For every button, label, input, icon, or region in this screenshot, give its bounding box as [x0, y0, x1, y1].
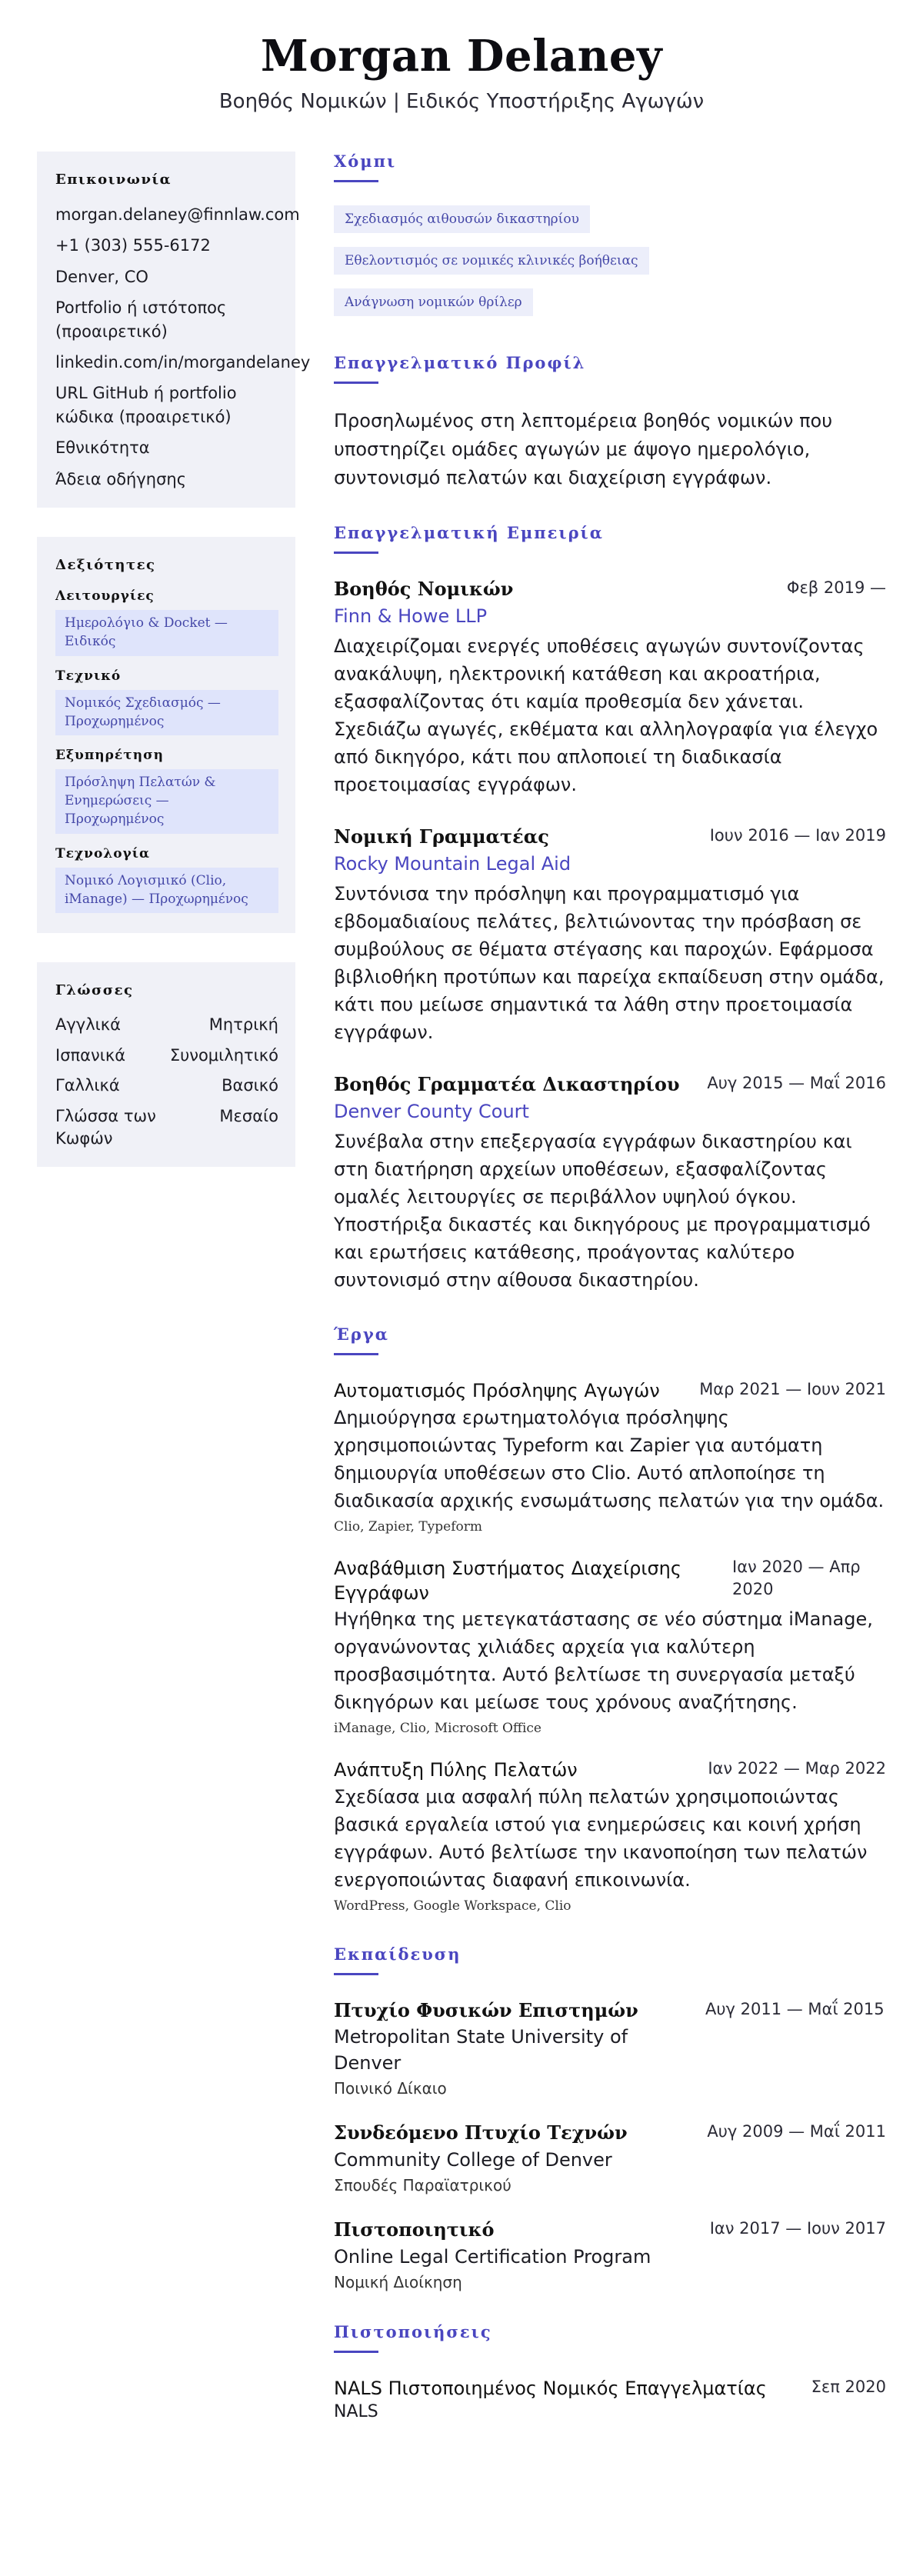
languages-title: Γλώσσες [55, 982, 134, 999]
resume-columns [0, 152, 923, 2424]
job-company: Rocky Mountain Legal Aid [334, 852, 571, 875]
language-name: Γαλλικά [55, 1076, 120, 1095]
job-date: Ιουν 2016 — Ιαν 2019 [709, 826, 886, 845]
project-date: Μαρ 2021 — Ιουν 2021 [699, 1380, 886, 1399]
language-name: Αγγλικά [55, 1015, 121, 1035]
job-title: Βοηθός Νομικών [334, 578, 514, 601]
language-row [55, 1014, 278, 1036]
degree-date: Ιαν 2017 — Ιουν 2017 [709, 2219, 886, 2238]
contact-portfolio: Portfolio ή ιστότοπος (προαιρετικό) [55, 298, 227, 341]
job-title: Βοηθός Γραμματέα Δικαστηρίου [334, 1073, 680, 1096]
experience-entry [334, 825, 886, 1046]
contact-email[interactable]: morgan.delaney@finnlaw.com [55, 205, 300, 224]
degree-date: Αυγ 2011 — Μαΐ 2015 [705, 1999, 885, 2018]
profile-section [334, 353, 886, 493]
candidate-role: Βοηθός Νομικών | Ειδικός Υποστήριξης Αγωγών [218, 89, 705, 113]
section-rule [334, 180, 378, 182]
hobbies-section [334, 152, 886, 330]
language-level: Βασικό [222, 1076, 278, 1095]
project-title: Αυτοματισμός Πρόσληψης Αγωγών [334, 1380, 660, 1402]
contact-location: Denver, CO [55, 267, 148, 286]
study-field: Σπουδές Παραϊατρικού [334, 2176, 511, 2195]
job-company: Denver County Court [334, 1100, 529, 1122]
language-row [55, 1075, 278, 1097]
certification-name: NALS Πιστοποιημένος Νομικός Επαγγελματίας [334, 2378, 767, 2400]
job-description: Συντόνισα την πρόσληψη και προγραμματισμό για εβδομαδιαίους πελάτες, βελτιώνοντας την πρόσβαση σε συμβούλους σε θέματα στέγασης και παροχών. Εφάρμοσα βιβλιοθήκη προτύπων και παρείχα εκπαίδευση στην ομάδα, κάτι που μείωσε σημαντικά τα λάθη στην προετοιμασία εγγράφων. [334, 883, 885, 1044]
language-level: Μητρική [208, 1015, 278, 1035]
study-field: Ποινικό Δίκαιο [334, 2079, 447, 2098]
skill-tag: Νομικό Λογισμικό (Clio, iManage) — Προχωρημένος [55, 868, 278, 914]
school-name: Community College of Denver [334, 2148, 612, 2171]
job-title: Νομική Γραμματέας [334, 825, 549, 848]
contact-phone[interactable]: +1 (303) 555-6172 [55, 236, 211, 255]
section-title: Εκπαίδευση [334, 1944, 462, 1964]
contact-panel [37, 152, 311, 508]
language-name: Γλώσσα των Κωφών [55, 1106, 156, 1148]
certification-entry [334, 2376, 886, 2423]
section-rule [334, 382, 378, 384]
section-rule [334, 2351, 378, 2353]
contact-nationality: Εθνικότητα [55, 438, 150, 458]
section-rule [334, 1973, 378, 1975]
education-entry [334, 2121, 886, 2194]
contact-title: Επικοινωνία [55, 171, 172, 188]
project-tech: WordPress, Google Workspace, Clio [334, 1898, 571, 1914]
project-date: Ιαν 2022 — Μαρ 2022 [708, 1759, 886, 1778]
skills-title: Δεξιότητες [55, 557, 156, 574]
certification-issuer: NALS [334, 2401, 378, 2421]
profile-summary: Προσηλωμένος στη λεπτομέρεια βοηθός νομικών που υποστηρίζει ομάδες αγωγών με άψογο ημερολόγιο, συντονισμό πελατών και διαχείριση εγγράφων. [334, 409, 833, 489]
candidate-name: Morgan Delaney [260, 31, 663, 82]
section-rule [334, 1353, 378, 1355]
project-title: Ανάπτυξη Πύλης Πελατών [334, 1759, 578, 1781]
projects-section [334, 1325, 886, 1914]
section-title: Επαγγελματική Εμπειρία [334, 523, 604, 543]
language-name: Ισπανικά [55, 1045, 126, 1065]
job-description: Συνέβαλα στην επεξεργασία εγγράφων δικαστηρίου και στη διατήρηση αρχείων υποθέσεων, εξασφαλίζοντας ομαλές λειτουργίες σε περιβάλλον υψηλού όγκου. Υποστήριξα δικαστές και δικηγόρους με προγραμματισμό και ερωτήσεις κατάθεσης, προάγοντας καλύτερο συντονισμό στην αίθουσα δικαστηρίου. [334, 1131, 871, 1291]
experience-entry [334, 577, 886, 798]
experience-section [334, 523, 886, 1294]
main-content [334, 152, 886, 2424]
sidebar [37, 152, 311, 2424]
education-section [334, 1944, 886, 2292]
degree-title: Πιστοποιητικό [334, 2218, 495, 2241]
skill-tag: Ημερολόγιο & Docket — Ειδικός [55, 610, 278, 656]
job-company: Finn & Howe LLP [334, 605, 488, 627]
skill-tag: Νομικός Σχεδιασμός — Προχωρημένος [55, 690, 278, 736]
contact-github: URL GitHub ή portfolio κώδικα (προαιρετικό) [55, 384, 237, 426]
languages-panel [37, 962, 295, 1167]
school-name: Online Legal Certification Program [334, 2245, 651, 2268]
project-date: Ιαν 2020 — Απρ 2020 [732, 1557, 861, 1599]
section-title: Πιστοποιήσεις [334, 2322, 492, 2342]
hobby-tag: Σχεδιασμός αιθουσών δικαστηρίου [334, 205, 590, 233]
contact-linkedin[interactable]: linkedin.com/in/morgandelaney [55, 352, 311, 372]
hobby-tag: Ανάγνωση νομικών θρίλερ [334, 288, 533, 316]
contact-driving-license: Άδεια οδήγησης [55, 469, 187, 488]
section-title: Χόμπι [334, 151, 397, 171]
project-tech: Clio, Zapier, Typeform [334, 1518, 482, 1535]
skills-panel [37, 537, 295, 933]
section-rule [334, 552, 378, 554]
language-row [55, 1105, 278, 1151]
education-entry [334, 1998, 886, 2098]
job-date: Αυγ 2015 — Μαΐ 2016 [707, 1074, 886, 1093]
certifications-section [334, 2322, 886, 2423]
language-row [55, 1045, 278, 1067]
skill-group-title: Τεχνολογία [55, 845, 151, 861]
school-name: Metropolitan State University of Denver [334, 2026, 628, 2074]
project-title: Αναβάθμιση Συστήματος Διαχείρισης Εγγράφων [334, 1557, 681, 1605]
project-description: Σχεδίασα μια ασφαλή πύλη πελατών χρησιμοποιώντας βασικά εργαλεία ιστού για ενημερώσεις και κοινή χρήση εγγράφων. Αυτό βελτίωσε την ικανοποίηση των πελατών ενεργοποιώντας διαφανή επικοινωνία. [334, 1785, 868, 1891]
education-entry [334, 2218, 886, 2291]
project-entry [334, 1378, 886, 1534]
section-title: Έργα [334, 1325, 389, 1345]
project-tech: iManage, Clio, Microsoft Office [334, 1721, 541, 1737]
project-entry [334, 1758, 886, 1913]
project-description: Δημιούργησα ερωτηματολόγια πρόσληψης χρησιμοποιώντας Typeform και Zapier για αυτόματη δημιουργία υποθέσεων στο Clio. Αυτό απλοποίησε τη διαδικασία αρχικής ενσωμάτωσης πελατών για την ομάδα. [334, 1406, 885, 1511]
skill-group-title: Τεχνικό [55, 668, 122, 684]
section-title: Επαγγελματικό Προφίλ [334, 352, 586, 372]
degree-title: Συνδεόμενο Πτυχίο Τεχνών [334, 2121, 628, 2144]
skill-tag: Πρόσληψη Πελατών & Ενημερώσεις — Προχωρημένος [55, 769, 278, 833]
job-date: Φεβ 2019 — [786, 578, 886, 598]
job-description: Διαχειρίζομαι ενεργές υποθέσεις αγωγών συντονίζοντας ανακάλυψη, ηλεκτρονική κατάθεση και ακροατήρια, εξασφαλίζοντας ότι καμία προθεσμία δεν χάνεται. Σχεδιάζω αγωγές, εκθέματα και αλληλογραφία για έλεγχο από δικηγόρο, κάτι που απλοποιεί τη διαδικασία προετοιμασίας εγγράφων. [334, 635, 878, 796]
degree-title: Πτυχίο Φυσικών Επιστημών [334, 1998, 638, 2021]
project-entry [334, 1556, 886, 1737]
project-description: Ηγήθηκα της μετεγκατάστασης σε νέο σύστημα iManage, οργανώνοντας χιλιάδες αρχεία για καλύτερη προσβασιμότητα. Αυτό βελτίωσε τη συνεργασία μεταξύ δικηγόρων και μείωσε τους χρόνους αναζήτησης. [334, 1608, 873, 1714]
language-level: Μεσαίο [219, 1106, 278, 1125]
study-field: Νομική Διοίκηση [334, 2273, 462, 2292]
experience-entry [334, 1072, 886, 1294]
degree-date: Αυγ 2009 — Μαΐ 2011 [707, 2122, 886, 2141]
skill-group-title: Εξυπηρέτηση [55, 748, 164, 764]
hobby-tag: Εθελοντισμός σε νομικές κλινικές βοήθειας [334, 247, 649, 275]
language-level: Συνομιλητικό [169, 1045, 278, 1065]
skill-group-title: Λειτουργίες [55, 588, 155, 605]
resume-header [0, 0, 923, 113]
certification-date: Σεπ 2020 [811, 2378, 886, 2397]
